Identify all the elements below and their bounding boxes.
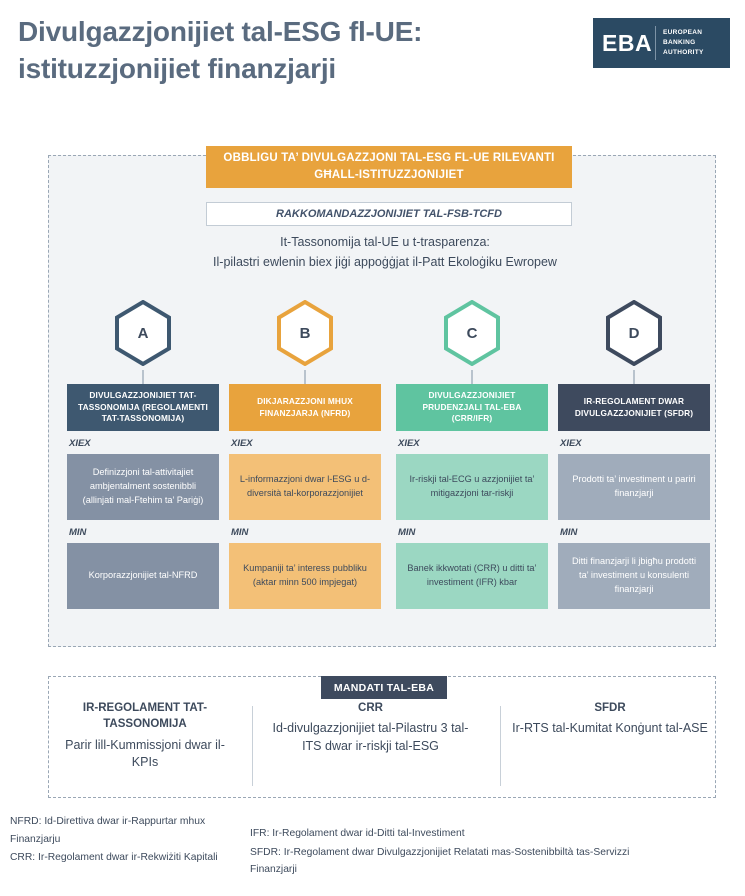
mandate-divider-2: [500, 706, 501, 786]
who-box-c: Banek ikkwotati (CRR) u ditti ta’ investiment (IFR) kbar: [396, 543, 548, 609]
tier-label-what-d: XIEX: [560, 438, 582, 449]
footnotes-left: [10, 813, 242, 868]
hexagon-a-letter: A: [137, 324, 149, 342]
what-box-d: Prodotti ta’ investiment u pariri finanzjarji: [558, 454, 710, 520]
who-box-b: Kumpaniji ta’ interess pubbliku (aktar minn 500 impjegat): [229, 543, 381, 609]
category-box-d: IR-REGOLAMENT DWAR DIVULGAZZJONIJIET (SFDR): [558, 384, 710, 431]
hexagon-a-wrap: [67, 300, 219, 370]
connector-c-1: [396, 370, 548, 384]
tier-label-who-c: MIN: [398, 527, 416, 538]
hexagon-c-letter: C: [466, 324, 478, 342]
footnote-sfdr: SFDR: Ir-Regolament dwar Divulgazzjonijiet Relatati mas-Sostenibbiltà tas-Servizzi Finanzjarji: [250, 846, 630, 876]
category-box-a: DIVULGAZZJONIJIET TAT-TASSONOMIJA (REGOLAMENTI TAT-TASSONOMIJA): [67, 384, 219, 431]
hexagon-d-letter: D: [628, 324, 640, 342]
who-box-a: Korporazzjonijiet tal-NFRD: [67, 543, 219, 609]
column-d: [558, 300, 710, 609]
mandate-body-3: Ir-RTS tal-Kumitat Konġunt tal-ASE: [512, 721, 708, 736]
mandate-column-crr: [263, 700, 478, 756]
page-header: [0, 0, 745, 110]
hexagon-c-wrap: [396, 300, 548, 370]
page-title: Divulgazzjonijiet tal-ESG fl-UE: istituzzjonijiet finanzjarji: [18, 16, 423, 84]
tier-label-what-a: XIEX: [69, 438, 91, 449]
mandate-divider-1: [252, 706, 253, 786]
what-box-c: Ir-riskji tal-ECG u azzjonijiet ta’ mitigazzjoni tar-riskji: [396, 454, 548, 520]
footnote-crr: CRR: Ir-Regolament dwar ir-Rekwiżiti Kapitali: [10, 852, 218, 864]
hexagon-a: [114, 300, 172, 366]
eba-logo-mark: EBA: [602, 29, 653, 56]
hexagon-b: [276, 300, 334, 366]
tier-label-who-b: MIN: [231, 527, 249, 538]
eba-logo: [593, 18, 730, 68]
tier-label-who-d: MIN: [560, 527, 578, 538]
connector-a-1: [67, 370, 219, 384]
tier-label-what-c: XIEX: [398, 438, 420, 449]
hexagon-b-wrap: [229, 300, 381, 370]
mandate-column-taxonomy: [55, 700, 235, 772]
connector-b-1: [229, 370, 381, 384]
mandate-head-3: SFDR: [594, 702, 626, 714]
tier-label-who-a: MIN: [69, 527, 87, 538]
what-box-b: L-informazzjoni dwar l-ESG u d-diversità tal-korporazzjonijiet: [229, 454, 381, 520]
mandate-title: MANDATI TAL-EBA: [321, 676, 447, 699]
eba-logo-words: EUROPEAN BANKING AUTHORITY: [663, 28, 704, 57]
mandate-body-1: Parir lill-Kummissjoni dwar il-KPIs: [65, 737, 225, 770]
fsb-tcfd-recommendations-box: RAKKOMANDAZZJONIJIET TAL-FSB-TCFD: [206, 202, 572, 226]
category-box-c: DIVULGAZZJONIJIET PRUDENZJALI TAL-EBA (CRR/IFR): [396, 384, 548, 431]
footnote-ifr: IFR: Ir-Regolament dwar id-Ditti tal-Investiment: [250, 828, 465, 839]
hexagon-c: [443, 300, 501, 366]
column-c: [396, 300, 548, 609]
hexagon-d-wrap: [558, 300, 710, 370]
mandate-column-sfdr: [510, 700, 710, 738]
subtitle-block: [100, 232, 670, 272]
hexagon-d: [605, 300, 663, 366]
hexagon-b-letter: B: [299, 324, 311, 342]
footnotes-right: [250, 825, 630, 880]
banner-esg-obligations: OBBLIGU TA’ DIVULGAZZJONI TAL-ESG FL-UE RILEVANTI GĦALL-ISTITUZZJONIJIET: [206, 146, 572, 188]
category-box-b: DIKJARAZZJONI MHUX FINANZJARJA (NFRD): [229, 384, 381, 431]
column-b: [229, 300, 381, 609]
mandate-body-2: Id-divulgazzjonijiet tal-Pilastru 3 tal-ITS dwar ir-riskji tal-ESG: [272, 721, 469, 754]
mandate-head-2: CRR: [358, 702, 383, 714]
footnote-nfrd: NFRD: Id-Direttiva dwar ir-Rappurtar mhux Finanzjarju: [10, 816, 206, 845]
subtitle-line-1: It-Tassonomija tal-UE u t-trasparenza:: [280, 235, 490, 249]
mandate-head-1: IR-REGOLAMENT TAT-TASSONOMIJA: [82, 702, 208, 731]
footnotes: [0, 808, 745, 896]
what-box-a: Definizzjoni tal-attivitajiet ambjentalment sostenibbli (allinjati mal-Ftehim ta’ Pariġi): [67, 454, 219, 520]
subtitle-line-2: Il-pilastri ewlenin biex jiġi appoġġjat il-Patt Ekoloġiku Ewropew: [213, 255, 557, 269]
who-box-d: Ditti finanzjarji li jbigħu prodotti ta’ investiment u konsulenti finanzjarji: [558, 543, 710, 609]
column-a: [67, 300, 219, 609]
tier-label-what-b: XIEX: [231, 438, 253, 449]
connector-d-1: [558, 370, 710, 384]
